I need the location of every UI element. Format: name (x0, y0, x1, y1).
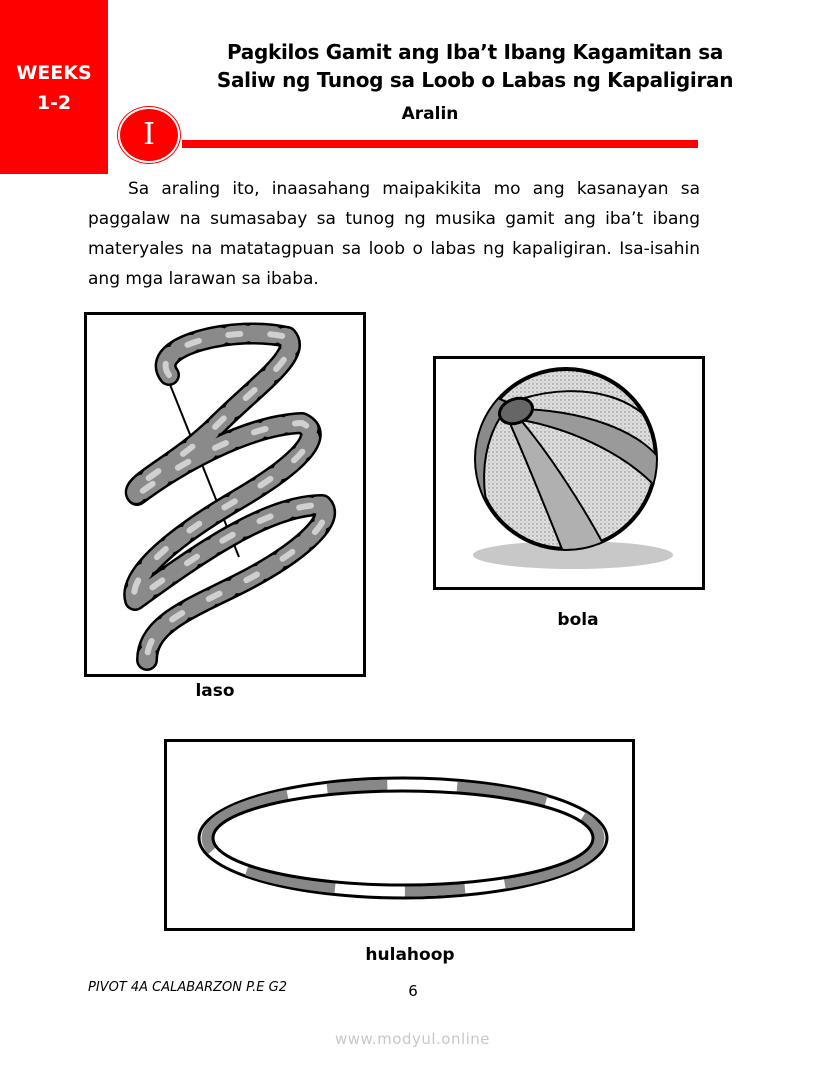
weeks-range: 1-2 (36, 92, 72, 114)
hula-hoop-icon (167, 742, 632, 928)
page-number: 6 (408, 982, 418, 1000)
section-label: Aralin (401, 104, 459, 124)
section-marker: I (118, 107, 180, 163)
ball-image-frame (433, 356, 705, 590)
ribbon-caption: laso (195, 681, 235, 701)
weeks-badge (0, 0, 108, 174)
section-divider (182, 140, 698, 148)
intro-paragraph: Sa araling ito, inaasahang maipakikita mo ang kasanayan sa paggalaw na sumasabay sa tunog ng musika gamit ang iba’t ibang materyales na matatagpuan sa loob o labas ng kapaligiran. Isa-isahin ang mga larawan sa ibaba. (88, 179, 700, 289)
lesson-title (150, 38, 800, 94)
footer-source: PIVOT 4A CALABARZON P.E G2 (88, 980, 287, 995)
hula-hoop-caption: hulahoop (365, 945, 455, 965)
weeks-label: WEEKS (16, 62, 92, 84)
watermark: www.modyul.online (334, 1030, 491, 1048)
ball-caption: bola (557, 610, 599, 630)
ribbon-icon (87, 315, 363, 674)
ball-icon (436, 359, 702, 587)
lesson-title-line2: Saliw ng Tunog sa Loob o Labas ng Kapaligiran (216, 68, 734, 92)
ribbon-image-frame (84, 312, 366, 677)
hula-hoop-image-frame (164, 739, 635, 931)
lesson-title-line1: Pagkilos Gamit ang Iba’t Ibang Kagamitan sa (226, 40, 724, 64)
